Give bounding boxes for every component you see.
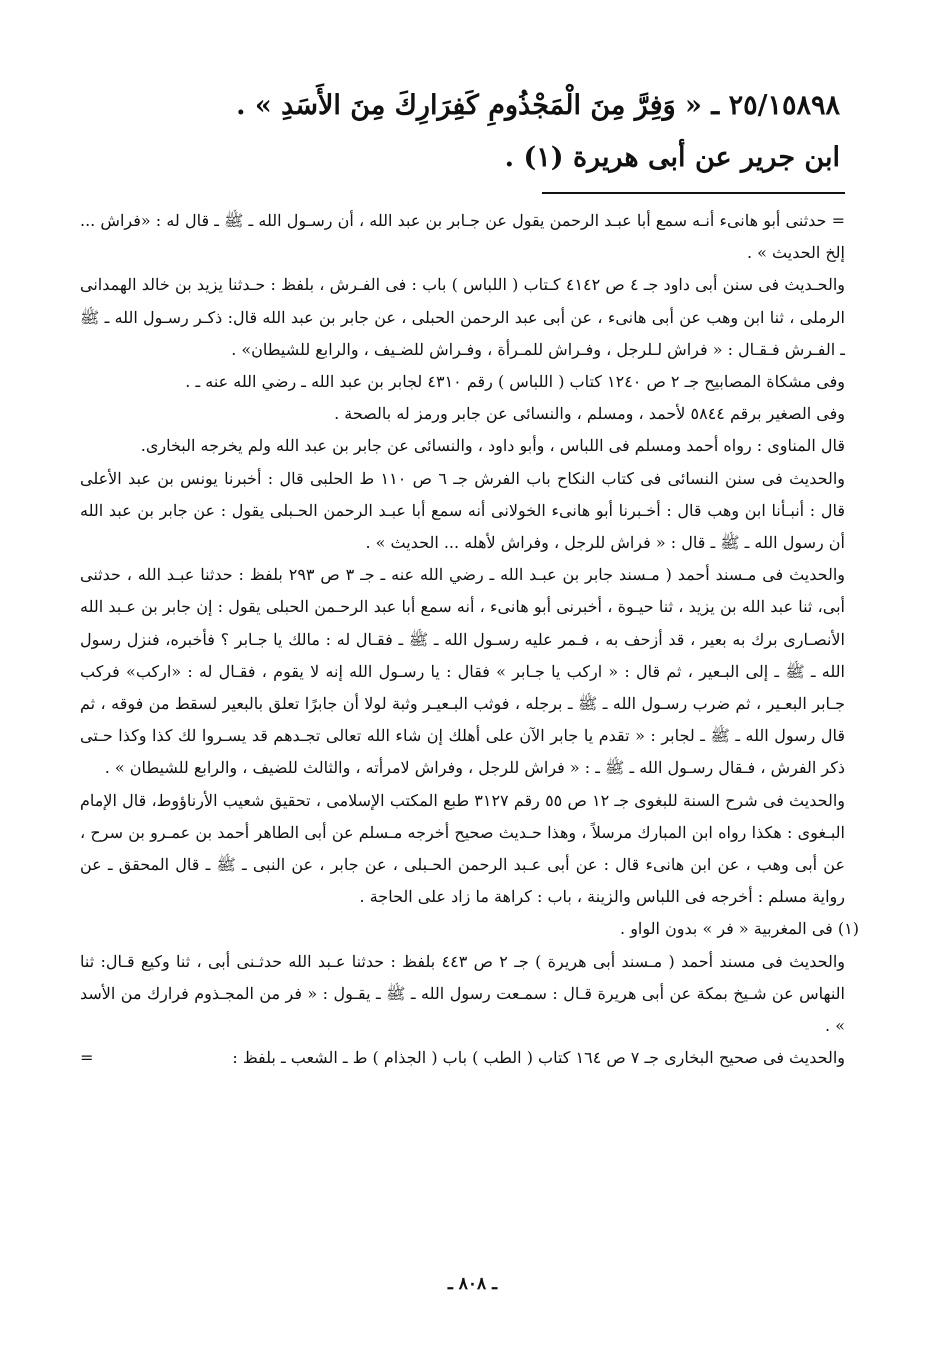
hadith-text	[236, 80, 840, 184]
note-paragraph: وفى الصغير برقم ٥٨٤٤ لأحمد ، ومسلم ، والنسائى عن جابر ورمز له بالصحة .	[334, 404, 845, 424]
note-paragraph: والحـديث فى سنن أبى داود جـ ٤ ص ٤١٤٢ كـتاب ( اللباس ) باب : فى الفـرش ، بلفظ : حـدثنا يزيد بن خالد الهمدانى الرملى ، ثنا ابن وهب عن أبى هانىء ، عن أبى عبد الرحمن الحبلى ، عن جابر بن عبد الله قال: ذكـر رسـول الله ـ ﷺ ـ الفـرش فـقـال : « فراش لـلرجل ، وفـراش للمـرأة ، وفـراش للضـيف ، والرابع للشيطان» .	[80, 275, 845, 359]
note-paragraph: والحديث فى شرح السنة للبغوى جـ ١٢ ص ٥٥ رقم ٣١٢٧ طبع المكتب الإسلامى ، تحقيق شعيب الأرناؤوط، قال الإمام البـغوى : هكذا رواه ابن المبارك مرسلاً ، وهذا حـديث صحيح أخرجه مـسلم عن أبى الطاهر أحمد بن عمـرو بن سرح ، عن أبى وهب ، عن ابن هانىء قال : عن أبى عـبد الرحمن الحـبلى ، عن جابر ، عن النبى ـ ﷺ ـ قال المحقق ـ عن رواية مسلم : أخرجه فى اللباس والزينة ، باب : كراهة ما زاد على الحاجة .	[80, 790, 845, 907]
note-paragraph: وفى مشكاة المصابيح جـ ٢ ص ١٢٤٠ كتاب ( اللباس ) رقم ٤٣١٠ لجابر بن عبد الله ـ رضي الله عنه ـ .	[185, 372, 845, 392]
hadith-line-2: ابن جرير عن أبى هريرة (١) .	[504, 142, 840, 173]
note-paragraph: = حدثنى أبو هانىء أنـه سمع أبا عبـد الرحمن يقول عن جـابر بن عبد الله ، أن رسـول الله ـ ﷺ ـ قال له : «فراش ... إلخ الحديث » .	[80, 211, 845, 263]
note-paragraph: والحديث فى سنن النسائى فى كتاب النكاح باب الفرش جـ ٦ ص ١١٠ ط الحلبى قال : أخبرنا يونس بن عبد الأعلى قال : أنبـأنا ابن وهب قال : أخـبرنا أبو هانىء الخولانى أنه سمع أبا عبـد الرحمن الحـبلى يقول : عن جابر بن عبد الله أن رسول الله ـ ﷺ ـ قال : « فراش للرجل ، وفراش لأهله ... الحديث » .	[80, 468, 846, 553]
note-paragraph: قال المناوى : رواه أحمد ومسلم فى اللباس ، وأبو داود ، والنسائى عن جابر بن عبد الله ولم يخرجه البخارى.	[140, 436, 845, 456]
page-number: ـ ٨٠٨ ـ	[447, 1274, 498, 1294]
note-paragraph-last	[80, 1042, 845, 1074]
note-paragraph: والحديث فى مسند أحمد ( مـسند أبى هريرة ) جـ ٢ ص ٤٤٣ بلفظ : حدثنا عـبد الله حدثـنى أبى ، ثنا وكيع قـال: ثنا النهاس عن شـيخ بمكة عن أبى هريرة قـال : سمـعت رسول الله ـ ﷺ ـ يقـول : « فر من المجـذوم فرارك من الأسد » .	[80, 951, 846, 1036]
note-text: والحديث فى صحيح البخارى جـ ٧ ص ١٦٤ كتاب ( الطب ) باب ( الجذام ) ط ـ الشعب ـ بلفظ :	[232, 1048, 845, 1068]
footnote-separator	[542, 192, 845, 194]
note-paragraph: والحديث فى مـسند أحمد ( مـسند جابر بن عبـد الله ـ رضي الله عنه ـ جـ ٣ ص ٢٩٣ بلفظ : حدثنا عبـد الله ، حدثنى أبى، ثنا عبد الله بن يزيد ، ثنا حيـوة ، أخبرنى أبو هانىء ، أنه سمع أبا عبد الرحـمن الحبلى يقول : إن جابر بن عـبد الله الأنصـارى برك به بعير ، قد أزحف به ، فـمر عليه رسـول الله ـ ﷺ ـ فقـال له : مالك يا جـابر ؟ فأخبره، فنزل رسول الله ـ ﷺ ـ إلى البـعير ، ثم قال : « اركب يا جـابر » فقال : يا رسـول الله إنه لا يقوم ، فقـال له : «اركب» فركب جـابر البعـير ، ثم ضرب رسـول الله ـ ﷺ ـ برجله ، فوثب البـعيـر وثبة لولا أن جابرًا تعلق بالبعير لسقط من فوقه ، ثم قال رسول الله ـ ﷺ ـ لجابر : « تقدم يا جابر الآن على أهلك إن شاء الله تعالى تجـدهم قد يسـروا لك كذا وكذا حـتى ذكر الفرش ، فـقال رسـول الله ـ ﷺ ـ : « فراش للرجل ، وفراش لامرأته ، والثالث للضيف ، والرابع للشيطان » .	[80, 565, 846, 778]
footnotes	[80, 205, 859, 1074]
hadith-line-1: ٢٥/١٥٨٩٨ ـ « وَفِرَّ مِنَ الْمَجْذُومِ كَفِرَارِكَ مِنَ الأَسَدِ » .	[236, 90, 840, 121]
footnote-1: (١) فى المغربية « فر » بدون الواو .	[620, 919, 859, 939]
continuation-mark: =	[80, 1048, 94, 1068]
